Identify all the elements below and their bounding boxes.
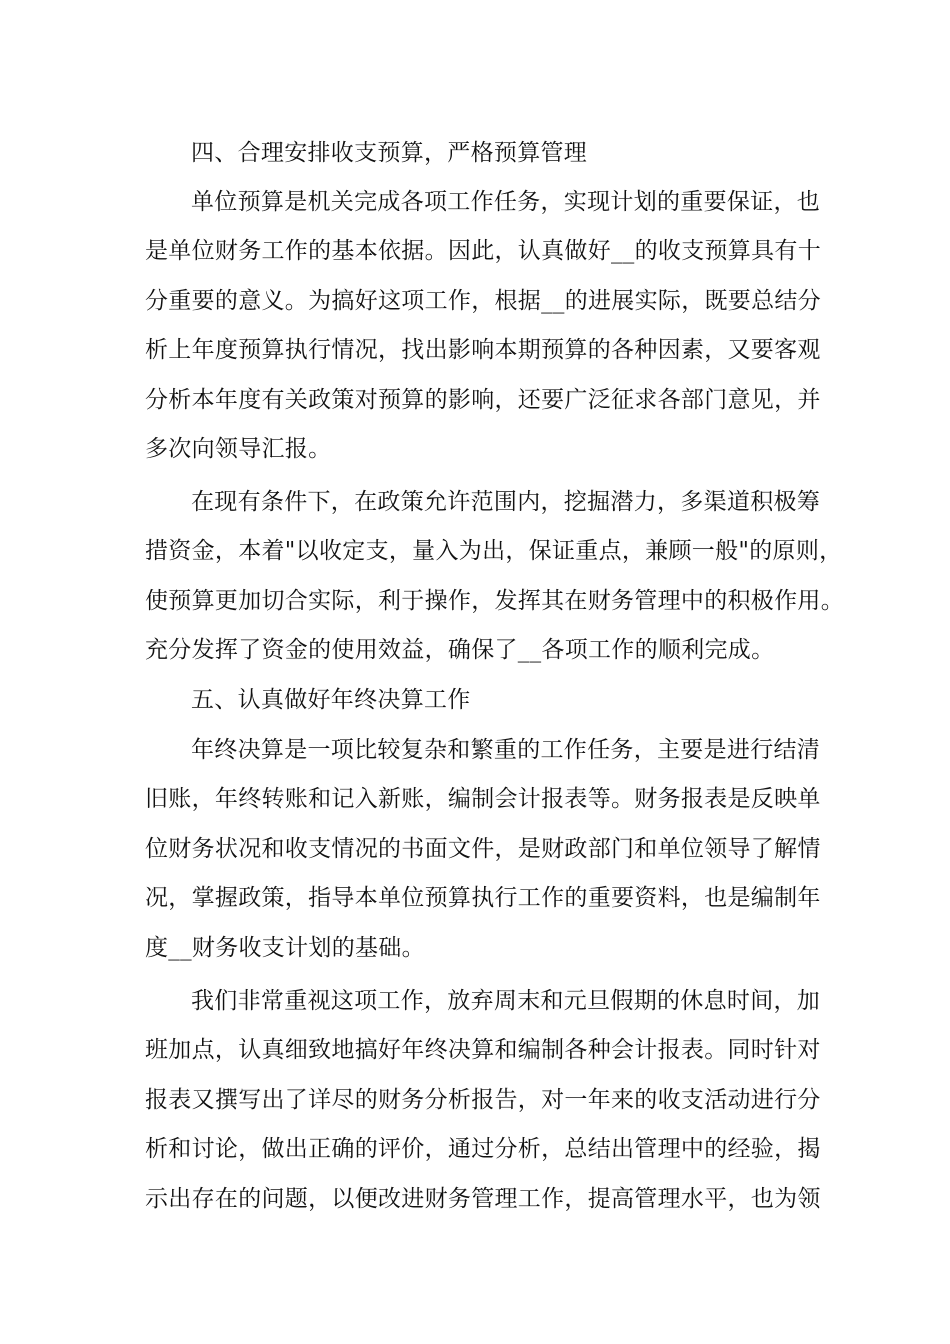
text-line: 示出存在的问题，以便改进财务管理工作，提高管理水平，也为领 [145,1186,821,1212]
text-line: 位财务状况和收支情况的书面文件，是财政部门和单位领导了解情 [145,836,821,862]
text-line: 年终决算是一项比较复杂和繁重的工作任务，主要是进行结清 [191,737,821,763]
text-line: 多次向领导汇报。 [145,436,332,462]
text-line: 使预算更加切合实际，利于操作，发挥其在财务管理中的积极作用。 [145,588,844,614]
text-line: 分重要的意义。为搞好这项工作，根据__的进展实际，既要总结分 [145,288,821,314]
text-line: 分析本年度有关政策对预算的影响，还要广泛征求各部门意见，并 [145,387,821,413]
text-line: 报表又撰写出了详尽的财务分析报告，对一年来的收支活动进行分 [145,1087,821,1113]
text-line: 单位预算是机关完成各项工作任务，实现计划的重要保证，也 [191,189,821,215]
text-line: 况，掌握政策，指导本单位预算执行工作的重要资料，也是编制年 [145,885,821,911]
section-heading-5: 五、认真做好年终决算工作 [191,687,471,713]
text-line: 度__财务收支计划的基础。 [145,935,425,961]
text-line: 我们非常重视这项工作，放弃周末和元旦假期的休息时间，加 [191,988,821,1014]
text-line: 析上年度预算执行情况，找出影响本期预算的各种因素，又要客观 [145,337,821,363]
text-line: 措资金，本着"以收定支，量入为出，保证重点，兼顾一般"的原则， [145,538,843,564]
text-line: 充分发挥了资金的使用效益，确保了__各项工作的顺利完成。 [145,637,775,663]
text-line: 班加点，认真细致地搞好年终决算和编制各种会计报表。同时针对 [145,1037,821,1063]
section-heading-4: 四、合理安排收支预算，严格预算管理 [191,140,588,166]
text-line: 旧账，年终转账和记入新账，编制会计报表等。财务报表是反映单 [145,786,821,812]
text-line: 析和讨论，做出正确的评价，通过分析，总结出管理中的经验，揭 [145,1136,821,1162]
text-line: 是单位财务工作的基本依据。因此，认真做好__的收支预算具有十 [145,238,821,264]
text-line: 在现有条件下，在政策允许范围内，挖掘潜力，多渠道积极筹 [191,489,821,515]
